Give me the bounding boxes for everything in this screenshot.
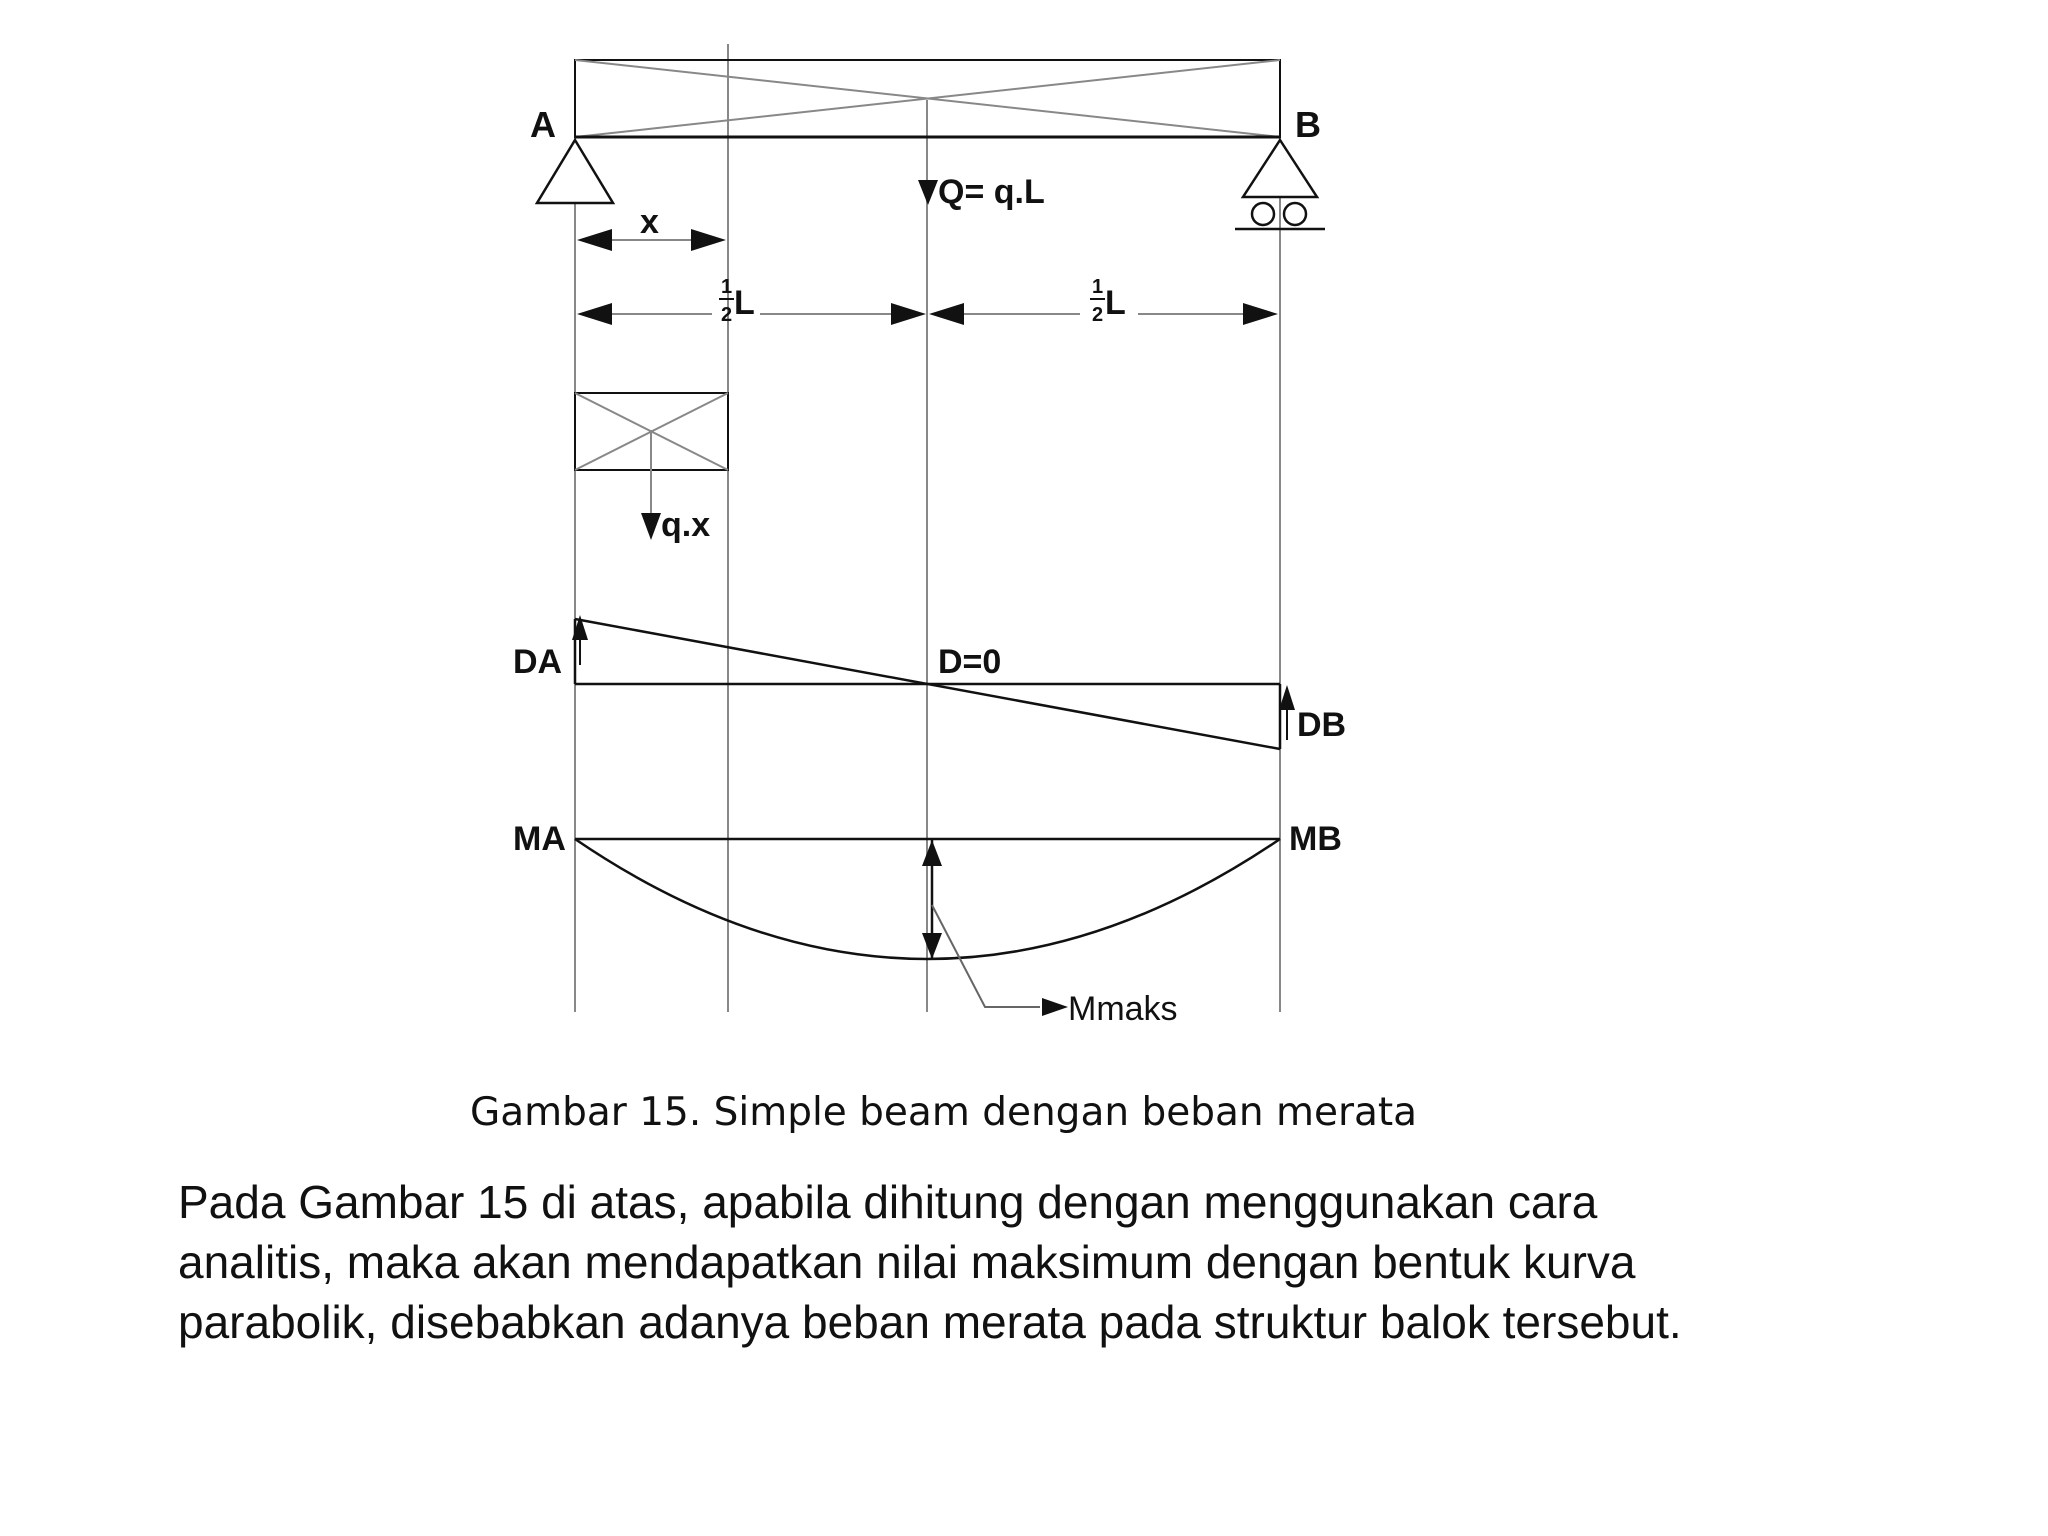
label-dim-x: x <box>640 203 659 241</box>
label-half-letter-right: L <box>1105 284 1126 322</box>
shear-diagram <box>572 615 1295 749</box>
label-shear-b: DB <box>1297 706 1347 744</box>
label-half-letter-left: L <box>734 284 755 322</box>
label-partial-load: q.x <box>661 506 711 544</box>
dimension-half-right <box>929 303 1278 325</box>
paragraph-line-3: parabolik, disebabkan adanya beban merata pada struktur balok tersebut. <box>178 1296 1682 1348</box>
body-paragraph <box>178 1172 1958 1352</box>
label-moment-max: Mmaks <box>1068 990 1178 1028</box>
label-support-a: A <box>530 104 556 145</box>
label-half-num-right: 1 <box>1092 276 1104 298</box>
label-moment-b: MB <box>1289 820 1342 858</box>
label-support-b: B <box>1295 104 1321 145</box>
total-load-arrow <box>918 180 938 205</box>
label-total-load: Q= q.L <box>938 173 1045 211</box>
label-half-den-left: 2 <box>721 304 733 326</box>
paragraph-line-1: Pada Gambar 15 di atas, apabila dihitung dengan menggunakan cara <box>178 1176 1598 1228</box>
label-moment-a: MA <box>513 820 566 858</box>
label-shear-zero: D=0 <box>938 643 1002 681</box>
figure-caption: Gambar 15. Simple beam dengan beban merata <box>470 1090 1418 1135</box>
label-half-num-left: 1 <box>721 276 733 298</box>
paragraph-line-2: analitis, maka akan mendapatkan nilai maksimum dengan bentuk kurva <box>178 1236 1636 1288</box>
label-shear-a: DA <box>513 643 563 681</box>
label-half-den-right: 2 <box>1092 304 1104 326</box>
pin-support-a <box>537 140 613 203</box>
